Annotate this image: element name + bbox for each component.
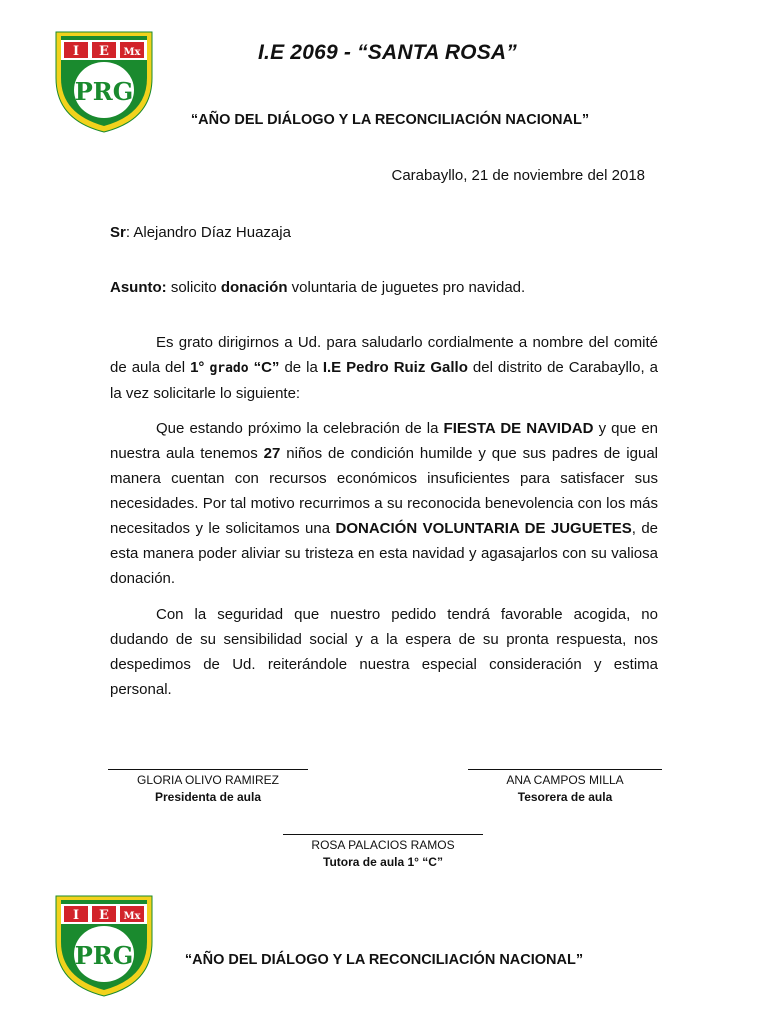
addressee-name: : Alejandro Díaz Huazaja bbox=[125, 224, 291, 241]
crest-monogram: PRG bbox=[74, 941, 134, 970]
subject-label: Asunto: bbox=[110, 279, 167, 296]
p2-text-a: Que estando próximo la celebración de la bbox=[156, 420, 444, 437]
p1-grade-word: grado bbox=[209, 361, 249, 376]
letter-date: Carabayllo, 21 de noviembre del 2018 bbox=[391, 167, 645, 184]
signature-role: Tesorera de aula bbox=[517, 790, 613, 804]
p1-text-e: de la bbox=[279, 359, 323, 376]
crest-letter-e: E bbox=[99, 908, 109, 923]
addressee-label: Sr bbox=[110, 224, 126, 241]
p2-text-g: , de esta manera poder aliviar su tristeza en esta navidad y agasajarlos con su valiosa donación. bbox=[110, 520, 659, 587]
motto-bottom: “AÑO DEL DIÁLOGO Y LA RECONCILIACIÓN NACIONAL” bbox=[184, 952, 584, 968]
p2-text-e: niños de condición humilde y que sus padres de igual manera cuentan con recursos económicos insuficientes para satisfacer sus necesidades. Por tal motivo recurrimos a su reconocida benevolencia con los más necesitados y le solicitamos una bbox=[110, 445, 658, 537]
motto-top: “AÑO DEL DIÁLOGO Y LA RECONCILIACIÓN NACIONAL” bbox=[190, 112, 590, 128]
crest-letter-mx: Mx bbox=[123, 911, 141, 922]
p1-text-a: Es grato dirigirnos a Ud. para saludarlo cordialmente a nombre del comité de aula del bbox=[110, 334, 658, 376]
addressee-line bbox=[110, 224, 291, 241]
paragraph-1 bbox=[110, 330, 658, 406]
p1-text-g: del distrito de Carabayllo, a la vez solicitarle lo siguiente: bbox=[110, 359, 658, 402]
signature-line bbox=[108, 769, 308, 770]
paragraph-3 bbox=[110, 602, 658, 702]
signature-role: Tutora de aula 1° “C” bbox=[323, 855, 443, 869]
school-title: I.E 2069 - “SANTA ROSA” bbox=[258, 41, 517, 64]
p2-children-count: 27 bbox=[263, 445, 281, 462]
paragraph-2 bbox=[110, 416, 658, 591]
signature-line bbox=[283, 834, 483, 835]
p1-school-name: I.E Pedro Ruiz Gallo bbox=[322, 359, 468, 376]
p2-donation-request: DONACIÓN VOLUNTARIA DE JUGUETES bbox=[335, 520, 632, 537]
p3-text: Con la seguridad que nuestro pedido tendrá favorable acogida, no dudando de su sensibilidad social y a la espera de su pronta respuesta, nos despedimos de Ud. reiterándole nuestra especial consideración y estima personal. bbox=[110, 606, 658, 698]
subject-text-post: voluntaria de juguetes pro navidad. bbox=[287, 279, 526, 296]
p2-event: FIESTA DE NAVIDAD bbox=[443, 420, 594, 437]
school-crest-logo-footer bbox=[52, 890, 156, 1000]
signature-treasurer bbox=[468, 769, 662, 806]
signature-tutor bbox=[283, 834, 483, 871]
crest-letter-e: E bbox=[99, 44, 109, 59]
signature-name: GLORIA OLIVO RAMIREZ bbox=[136, 773, 280, 787]
subject-line bbox=[110, 279, 525, 296]
crest-letter-i: I bbox=[72, 44, 80, 59]
crest-letter-mx: Mx bbox=[123, 47, 141, 58]
signature-name: ROSA PALACIOS RAMOS bbox=[311, 838, 455, 852]
signature-president bbox=[108, 769, 308, 806]
signature-line bbox=[468, 769, 662, 770]
p2-text-c: y que en nuestra aula tenemos bbox=[110, 420, 658, 462]
subject-text-bold: donación bbox=[220, 279, 288, 296]
signature-name: ANA CAMPOS MILLA bbox=[506, 773, 624, 787]
p1-section: “C” bbox=[253, 359, 280, 376]
crest-letter-i: I bbox=[72, 908, 80, 923]
p1-grade-number: 1° bbox=[190, 359, 205, 376]
signature-role: Presidenta de aula bbox=[154, 790, 262, 804]
crest-monogram: PRG bbox=[74, 77, 134, 106]
subject-text-pre: solicito bbox=[166, 279, 221, 296]
